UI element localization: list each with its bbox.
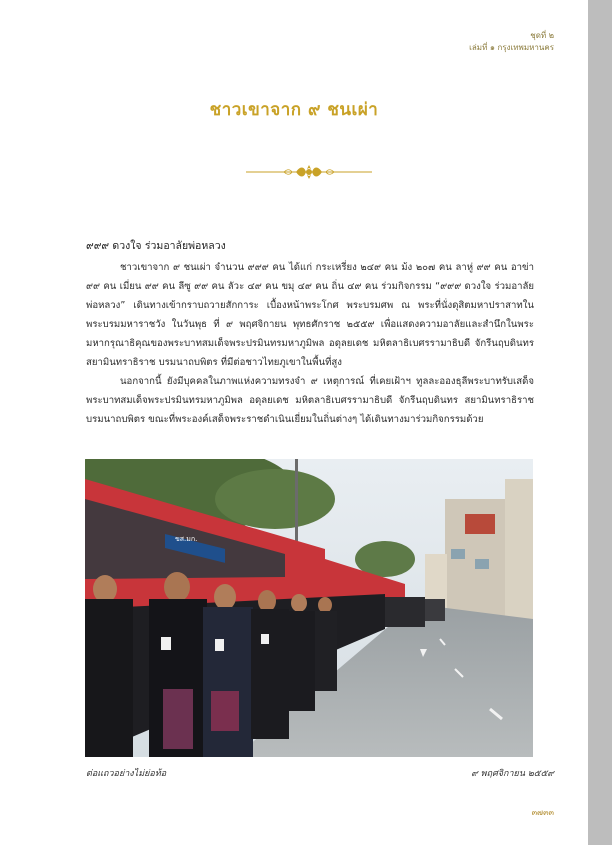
photo-caption: ต่อแถวอย่างไม่ย่อท้อ (86, 769, 167, 779)
page-number: ๓๗๓๓ (531, 808, 554, 817)
paragraph-1: ชาวเขาจาก ๙ ชนเผ่า จำนวน ๙๙๙ คน ได้แก่ กระเหรี่ยง ๒๔๙ คน ม้ง ๒๐๗ คน ลาหู่ ๙๙ คน อาข่า ๙๙ คน เมี่ยน ๙๙ คน ลีซู ๙๙ คน ลัวะ ๔๙ คน ขมุ ๔๙ คน ถิ่น ๔๙ คน ร่วมกิจกรรม “๙๙๙ ดวงใจ ร่วมอาลัยพ่อหลวง” เดินทางเข้ากราบถวายสักการะ เบื้องหน้าพระโกศ พระบรมศพ ณ พระที่นั่งดุสิตมหาปราสาทในพระบรมมหาราชวัง ในวันพุธ ที่ ๙ พฤศจิกายน พุทธศักราช ๒๕๕๙ เพื่อแสดงความอาลัยและสำนึกในพระมหากรุณาธิคุณของพระบาทสมเด็จพระปรมินทรมหาภูมิพล อดุลยเดช มหิตลาธิเบศรรามาธิบดี จักรีนฤบดินทร สยามินทราธิราช บรมนาถบพิตร ที่มีต่อชาวไทยภูเขาในพื้นที่สูง (86, 262, 534, 368)
photo-date: ๙ พฤศจิกายน ๒๕๕๙ (471, 769, 554, 779)
page-title: ชาวเขาจาก ๙ ชนเผ่า (209, 100, 379, 120)
running-header (469, 30, 554, 54)
bus-destination-sign: ขส.มก. (175, 535, 198, 543)
header-series: ชุดที่ ๒ (530, 31, 554, 40)
page-edge-strip (588, 0, 612, 845)
header-volume: เล่มที่ ๑ กรุงเทพมหานคร (469, 43, 554, 52)
body-text (86, 258, 534, 429)
photo-illustration (85, 459, 533, 757)
paragraph-2: นอกจากนี้ ยังมีบุคคลในภาพแห่งความทรงจำ ๙ เหตุการณ์ ที่เคยเฝ้าฯ ทูลละอองธุลีพระบาทรับเสด็จพระบาทสมเด็จพระปรมินทรมหาภูมิพล อดุลยเดช มหิตลาธิเบศรรามาธิบดี จักรีนฤบดินทร สยามินทราธิราช บรมนาถบพิตร ขณะที่พระองค์เสด็จพระราชดำเนินเยี่ยมในถิ่นต่างๆ ได้เดินทางมาร่วมกิจกรรมด้วย (86, 376, 534, 425)
section-heading: ๙๙๙ ดวงใจ ร่วมอาลัยพ่อหลวง (86, 240, 226, 252)
event-photo (85, 459, 533, 757)
ornament-divider-icon (246, 163, 372, 181)
